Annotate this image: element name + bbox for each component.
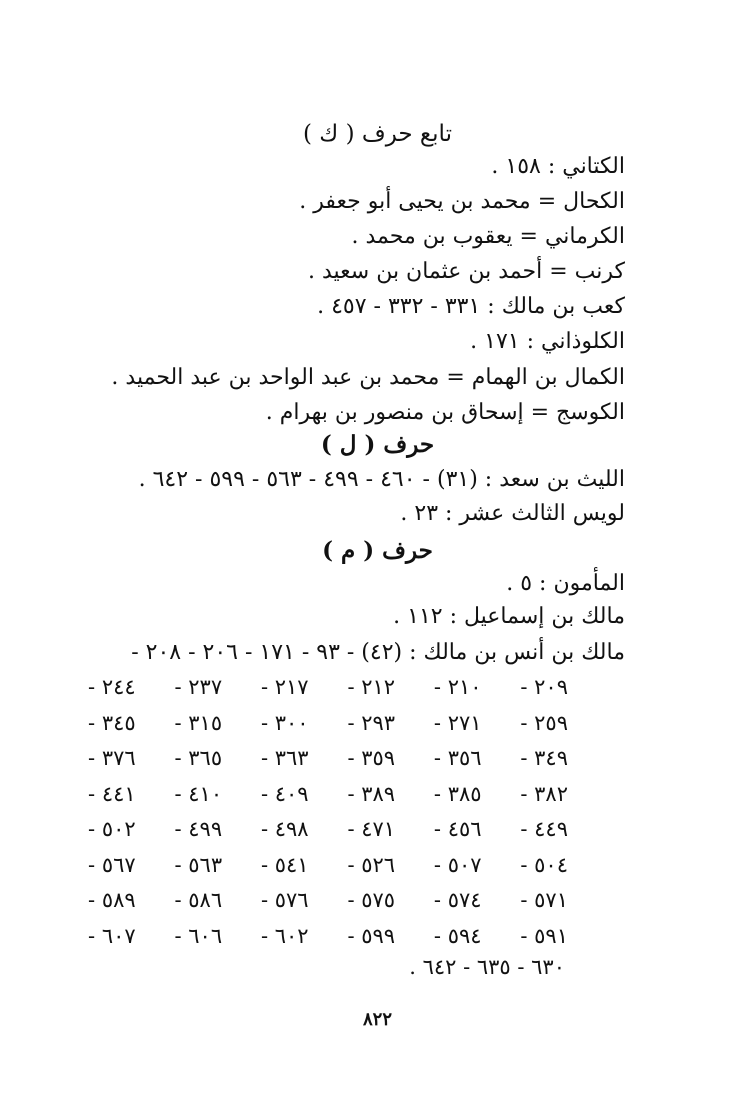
entry-kab-ibn-malik: كعب بن مالك : ٣٣١ - ٣٣٢ - ٤٥٧ . (317, 294, 625, 319)
entry-kalwadhani: الكلوذاني : ١٧١ . (470, 329, 625, 354)
page-ref: ٥٨٦ - (174, 888, 223, 912)
entry-kattani: الكتاني : ١٥٨ . (491, 154, 625, 179)
page-ref: ٢٧١ - (433, 710, 482, 735)
page-ref: ٣٧٦ - (88, 746, 136, 770)
page-ref: ٤٤١ - (88, 781, 136, 806)
page-ref: ٣٥٩ - (347, 746, 396, 770)
heading-k-continued: تابع حرف ( ك ) (303, 121, 452, 147)
entry-mamun: المأمون : ٥ . (506, 571, 625, 596)
page-ref: ٥٦٣ - (174, 852, 223, 877)
page-ref: ٥٩١ - (520, 923, 568, 948)
page-ref-row (88, 741, 568, 777)
page-ref: ٥٧٦ - (260, 888, 309, 912)
heading-l: حرف ( ل ) (320, 431, 435, 458)
page-ref: ٣٥٦ - (433, 746, 482, 770)
page-ref-row (88, 670, 568, 706)
page-ref: ٣١٥ - (174, 710, 223, 735)
page-ref-row (88, 777, 568, 813)
page-ref: ٥٠٢ - (88, 817, 136, 841)
page-number: ٨٢٢ (362, 1009, 392, 1030)
page-ref: ٣٦٣ - (260, 746, 309, 770)
page-ref: ٤٩٨ - (260, 817, 309, 841)
entry-kurnub: كرنب = أحمد بن عثمان بن سعيد . (307, 259, 625, 284)
page-ref-row (88, 919, 568, 955)
entry-louis-xiii: لويس الثالث عشر : ٢٣ . (400, 501, 625, 526)
page-ref: ٣٨٥ - (433, 781, 482, 806)
page-ref: ٥٦٧ - (88, 852, 136, 877)
page-ref: ٢١٧ - (260, 675, 309, 699)
page-ref: ٥٠٧ - (433, 852, 482, 877)
malik-page-references (88, 670, 568, 954)
entry-kirmani: الكرماني = يعقوب بن محمد . (351, 224, 625, 249)
page-ref: ٢١٢ - (347, 675, 396, 699)
heading-m: حرف ( م ) (322, 537, 433, 564)
page-ref-final-line: ٦٣٠ - ٦٣٥ - ٦٤٢ . (409, 955, 565, 979)
page-ref: ٦٠٦ - (174, 923, 223, 948)
page-ref: ٥٩٩ - (347, 923, 396, 948)
entry-kamal-ibn-humam: الكمال بن الهمام = محمد بن عبد الواحد بن عبد الحميد . (111, 365, 625, 390)
page-ref: ٤١٠ - (174, 781, 223, 806)
page-ref: ٤٤٩ - (520, 817, 568, 841)
page-ref: ٢١٠ - (433, 675, 482, 699)
page-ref: ٦٠٧ - (88, 923, 136, 948)
page-ref: ٣٤٥ - (88, 710, 136, 735)
page-ref-row (88, 848, 568, 884)
page-ref: ٤٧١ - (347, 817, 396, 841)
entry-malik-ibn-anas: مالك بن أنس بن مالك : (٤٢) - ٩٣ - ١٧١ - ٢٠٦ - ٢٠٨ - (131, 640, 625, 665)
page-ref-row (88, 883, 568, 919)
page-ref: ٣٠٠ - (260, 710, 309, 735)
page-ref: ٥٩٤ - (433, 923, 482, 948)
page-ref: ٣٦٥ - (174, 746, 223, 770)
page-ref: ٤٠٩ - (260, 781, 309, 806)
page-ref: ٤٥٦ - (433, 817, 482, 841)
page-ref: ٦٠٢ - (260, 923, 309, 948)
page-ref-row (88, 812, 568, 848)
page-ref: ٢٤٤ - (88, 675, 136, 699)
page-ref: ٣٨٩ - (347, 781, 396, 806)
entry-malik-ibn-ismail: مالك بن إسماعيل : ١١٢ . (393, 604, 625, 629)
page-ref: ٣٤٩ - (520, 746, 568, 770)
page-ref: ٣٨٢ - (520, 781, 568, 806)
entry-layth-ibn-saad: الليث بن سعد : (٣١) - ٤٦٠ - ٤٩٩ - ٥٦٣ - ٥٩٩ - ٦٤٢ . (138, 467, 625, 492)
page-ref: ٥٧٥ - (347, 888, 396, 912)
page-ref: ٥٨٩ - (88, 888, 136, 912)
page-ref: ٢٣٧ - (174, 675, 223, 699)
entry-kahhal: الكحال = محمد بن يحيى أبو جعفر . (299, 189, 625, 214)
page-ref: ٢٠٩ - (520, 675, 568, 699)
page-ref: ٥٧٤ - (433, 888, 482, 912)
page-ref: ٥٠٤ - (520, 852, 568, 877)
page-ref: ٤٩٩ - (174, 817, 223, 841)
page-ref: ٥٢٦ - (347, 852, 396, 877)
page-ref: ٥٤١ - (260, 852, 309, 877)
page-ref: ٥٧١ - (520, 888, 568, 912)
page-ref: ٢٩٣ - (347, 710, 396, 735)
page-ref-row (88, 706, 568, 742)
page-ref: ٢٥٩ - (520, 710, 568, 735)
entry-kawsaj: الكوسج = إسحاق بن منصور بن بهرام . (265, 400, 625, 425)
